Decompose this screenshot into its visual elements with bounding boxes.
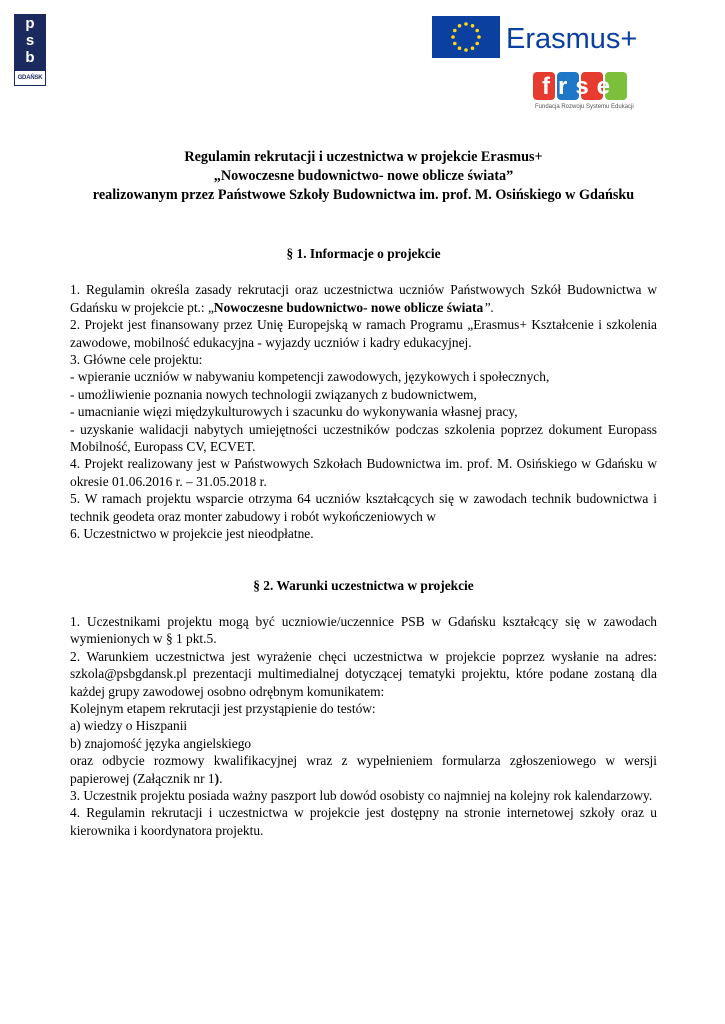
psb-logo-letters	[15, 15, 45, 71]
title-line: „Nowoczesne budownictwo- nowe oblicze świata”	[213, 168, 514, 184]
psb-letter: b	[25, 49, 35, 66]
section-heading: § 1. Informacje o projekcie	[286, 246, 441, 261]
paragraph: 3. Uczestnik projektu posiada ważny paszport lub dowód osobisty co najmniej na kolejny rok kalendarzowy.	[70, 787, 653, 803]
paragraph: 3. Główne cele projektu:	[70, 352, 203, 368]
paragraph: Kolejnym etapem rekrutacji jest przystąpienie do testów:	[70, 700, 376, 716]
psb-letter: s	[25, 32, 35, 49]
paragraph: 1. Uczestnikami projektu mogą być uczniowie/uczennice PSB w Gdańsku kształcący się w zawodach wymienionych w § 1 pkt.5.	[70, 613, 657, 647]
paragraph: 6. Uczestnictwo w projekcie jest nieodpłatne.	[70, 526, 314, 542]
paragraph: 5. W ramach projektu wsparcie otrzyma 64 uczniów kształcących się w zawodach technik budownictwa i technik geodeta oraz monter zabudowy i robót wykończeniowych w	[70, 491, 657, 524]
psb-logo	[14, 14, 46, 86]
title-line: realizowanym przez Państwowe Szkoły Budownictwa im. prof. M. Osińskiego w Gdańsku	[92, 187, 635, 203]
paragraph: 1. Regulamin określa zasady rekrutacji oraz uczestnictwa uczniów Państwowych Szkół Budownictwa w Gdańsku w projekcie pt.: „Nowoczesne budownictwo- nowe oblicze świata”.	[70, 282, 657, 315]
erasmus-logo-text: Erasmus+	[506, 23, 638, 55]
document-title	[70, 148, 657, 205]
title-line: Regulamin rekrutacji i uczestnictwa w projekcie Erasmus+	[184, 149, 543, 165]
paragraph: 2. Projekt jest finansowany przez Unię Europejską w ramach Programu „Erasmus+ Kształcenie i szkolenia zawodowe, mobilność edukacyjna - wyjazdy uczniów i kadry edukacyjnej.	[70, 317, 657, 350]
list-item: a) wiedzy o Hiszpanii	[70, 718, 188, 734]
document-body	[70, 148, 657, 839]
list-item: - umacnianie więzi międzykulturowych i szacunku do wykonywania własnej pracy,	[70, 404, 518, 420]
paragraph: oraz odbycie rozmowy kwalifikacyjnej wraz z wypełnieniem formularza zgłoszeniowego w wersji papierowej (Załącznik nr 1).	[70, 753, 657, 786]
paragraph: 2. Warunkiem uczestnictwa jest wyrażenie chęci uczestnictwa w projekcie poprzez wysłanie na adres: szkola@psbgdansk.pl prezentacji multimedialnej dotyczącej tematyki projektu, które podane zostaną dla każdej grupy zawodowej osobno odrębnym komunikatem:	[70, 648, 657, 699]
list-item: b) znajomość języka angielskiego	[70, 735, 252, 751]
list-item: - uzyskanie walidacji nabytych umiejętności uczestników podczas szkolenia poprzez dokument Europass Mobilność, Europass CV, ECVET.	[70, 421, 657, 455]
frse-caption: Fundacja Rozwoju Systemu Edukacji	[535, 104, 634, 110]
list-item: - umożliwienie poznania nowych technologii związanych z budownictwem,	[70, 386, 477, 402]
eu-flag-icon	[432, 16, 500, 58]
list-item: - wpieranie uczniów w nabywaniu kompetencji zawodowych, językowych i społecznych,	[70, 369, 550, 385]
psb-letter: p	[25, 15, 35, 32]
paragraph: 4. Regulamin rekrutacji i uczestnictwa w projekcie jest dostępny na stronie internetowej szkoły oraz u kierownika i koordynatora projektu.	[70, 805, 657, 838]
frse-logo-text: frse	[541, 73, 619, 100]
paragraph: 4. Projekt realizowany jest w Państwowych Szkołach Budownictwa im. prof. M. Osińskiego w Gdańsku w okresie 01.06.2016 r. – 31.05.2018 r.	[70, 456, 657, 489]
section-heading: § 2. Warunki uczestnictwa w projekcie	[253, 577, 474, 593]
psb-logo-city: GDAŃSK	[17, 75, 43, 81]
